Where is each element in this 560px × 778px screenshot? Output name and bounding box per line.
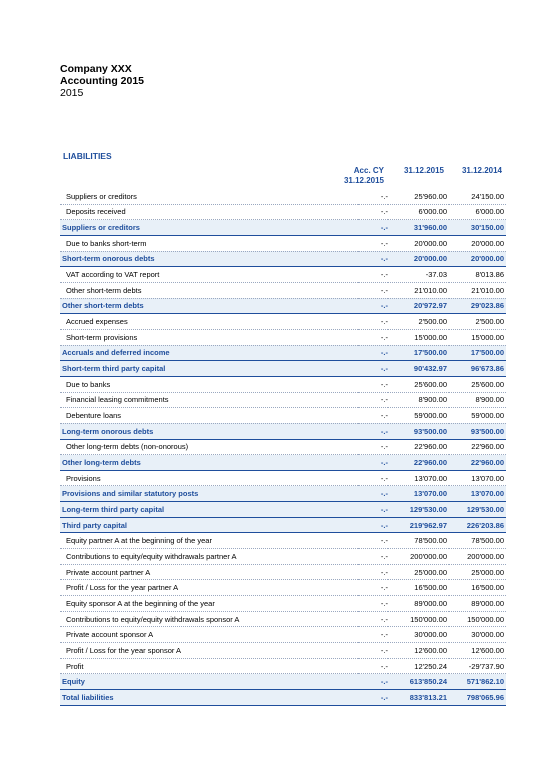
row-value-2015: 59'000.00	[388, 408, 449, 424]
table-row	[60, 329, 506, 345]
section-title: LIABILITIES	[63, 151, 112, 161]
subtotal-row	[60, 502, 506, 518]
row-value-2015: 12'600.00	[388, 643, 449, 659]
row-value-2014: 226'203.86	[449, 517, 506, 533]
company-name: Company XXX	[60, 63, 132, 75]
row-acc-cy: -.-	[358, 329, 388, 345]
row-value-2015: 16'500.00	[388, 580, 449, 596]
row-acc-cy: -.-	[358, 392, 388, 408]
column-header-acc-cy-line1: Acc. CY	[353, 166, 384, 175]
row-value-2015: 93'500.00	[388, 423, 449, 439]
column-header-2015: 31.12.2015	[403, 166, 444, 175]
row-value-2014: 8'900.00	[449, 392, 506, 408]
table-row	[60, 533, 506, 549]
liabilities-table	[60, 189, 506, 706]
table-row	[60, 596, 506, 612]
subtotal-row	[60, 674, 506, 690]
row-acc-cy: -.-	[358, 674, 388, 690]
row-label: Accrued expenses	[60, 314, 358, 330]
row-acc-cy: -.-	[358, 345, 388, 361]
row-value-2014: 93'500.00	[449, 423, 506, 439]
table-row	[60, 267, 506, 283]
row-acc-cy: -.-	[358, 251, 388, 267]
row-label: Due to banks	[60, 376, 358, 392]
row-value-2014: 200'000.00	[449, 549, 506, 565]
row-value-2014: 150'000.00	[449, 611, 506, 627]
row-value-2015: 78'500.00	[388, 533, 449, 549]
row-value-2014: 25'600.00	[449, 376, 506, 392]
row-label: Other short-term debts	[60, 298, 358, 314]
subtotal-row	[60, 251, 506, 267]
row-label: Long-term third party capital	[60, 502, 358, 518]
row-value-2015: 20'000.00	[388, 251, 449, 267]
row-acc-cy: -.-	[358, 189, 388, 204]
row-value-2014: 2'500.00	[449, 314, 506, 330]
subtotal-row	[60, 298, 506, 314]
row-value-2014: 20'000.00	[449, 235, 506, 251]
subtotal-row	[60, 486, 506, 502]
row-acc-cy: -.-	[358, 282, 388, 298]
row-acc-cy: -.-	[358, 220, 388, 236]
row-label: Profit	[60, 658, 358, 674]
table-row	[60, 549, 506, 565]
row-value-2014: 21'010.00	[449, 282, 506, 298]
row-label: Accruals and deferred income	[60, 345, 358, 361]
row-value-2014: 129'530.00	[449, 502, 506, 518]
row-acc-cy: -.-	[358, 517, 388, 533]
row-acc-cy: -.-	[358, 408, 388, 424]
row-acc-cy: -.-	[358, 376, 388, 392]
row-value-2015: 90'432.97	[388, 361, 449, 377]
table-row	[60, 470, 506, 486]
row-value-2015: 2'500.00	[388, 314, 449, 330]
row-value-2015: 31'960.00	[388, 220, 449, 236]
row-value-2015: 20'000.00	[388, 235, 449, 251]
row-label: Profit / Loss for the year sponsor A	[60, 643, 358, 659]
row-value-2014: 24'150.00	[449, 189, 506, 204]
row-value-2015: 17'500.00	[388, 345, 449, 361]
row-value-2015: 12'250.24	[388, 658, 449, 674]
table-row	[60, 314, 506, 330]
row-acc-cy: -.-	[358, 658, 388, 674]
row-label: Total liabilities	[60, 690, 358, 706]
row-value-2015: 219'962.97	[388, 517, 449, 533]
row-value-2014: 96'673.86	[449, 361, 506, 377]
row-acc-cy: -.-	[358, 690, 388, 706]
row-label: Short-term provisions	[60, 329, 358, 345]
row-label: Provisions	[60, 470, 358, 486]
row-label: Short-term onorous debts	[60, 251, 358, 267]
row-acc-cy: -.-	[358, 267, 388, 283]
row-acc-cy: -.-	[358, 596, 388, 612]
row-value-2014: 6'000.00	[449, 204, 506, 220]
column-header-acc-cy-line2: 31.12.2015	[343, 176, 384, 185]
row-acc-cy: -.-	[358, 361, 388, 377]
row-value-2014: 798'065.96	[449, 690, 506, 706]
row-value-2014: -29'737.90	[449, 658, 506, 674]
table-row	[60, 580, 506, 596]
table-row	[60, 611, 506, 627]
row-label: Equity	[60, 674, 358, 690]
row-value-2015: 6'000.00	[388, 204, 449, 220]
row-label: Long-term onorous debts	[60, 423, 358, 439]
subtotal-row	[60, 220, 506, 236]
report-year: 2015	[60, 87, 84, 99]
row-value-2015: 8'900.00	[388, 392, 449, 408]
subtotal-row	[60, 423, 506, 439]
row-value-2015: 200'000.00	[388, 549, 449, 565]
row-value-2015: 21'010.00	[388, 282, 449, 298]
row-value-2014: 8'013.86	[449, 267, 506, 283]
subtotal-row	[60, 345, 506, 361]
row-acc-cy: -.-	[358, 235, 388, 251]
table-row	[60, 235, 506, 251]
row-label: Other long-term debts	[60, 455, 358, 471]
row-acc-cy: -.-	[358, 564, 388, 580]
row-value-2014: 17'500.00	[449, 345, 506, 361]
row-acc-cy: -.-	[358, 314, 388, 330]
row-value-2014: 59'000.00	[449, 408, 506, 424]
table-row	[60, 204, 506, 220]
row-label: Third party capital	[60, 517, 358, 533]
row-value-2014: 30'000.00	[449, 627, 506, 643]
table-row	[60, 189, 506, 204]
row-acc-cy: -.-	[358, 580, 388, 596]
row-acc-cy: -.-	[358, 627, 388, 643]
row-label: Private account partner A	[60, 564, 358, 580]
table-row	[60, 564, 506, 580]
row-label: Deposits received	[60, 204, 358, 220]
row-label: Due to banks short-term	[60, 235, 358, 251]
column-header-acc-cy	[331, 166, 384, 186]
row-value-2014: 571'862.10	[449, 674, 506, 690]
row-value-2015: 150'000.00	[388, 611, 449, 627]
row-acc-cy: -.-	[358, 470, 388, 486]
row-acc-cy: -.-	[358, 455, 388, 471]
subtotal-row	[60, 690, 506, 706]
column-header-2014: 31.12.2014	[461, 166, 502, 175]
table-row	[60, 376, 506, 392]
row-value-2015: 20'972.97	[388, 298, 449, 314]
row-label: Suppliers or creditors	[60, 189, 358, 204]
row-acc-cy: -.-	[358, 423, 388, 439]
row-value-2014: 89'000.00	[449, 596, 506, 612]
row-value-2015: 25'000.00	[388, 564, 449, 580]
table-row	[60, 392, 506, 408]
row-value-2015: 22'960.00	[388, 455, 449, 471]
row-acc-cy: -.-	[358, 502, 388, 518]
row-label: Debenture loans	[60, 408, 358, 424]
row-value-2015: -37.03	[388, 267, 449, 283]
row-value-2015: 25'960.00	[388, 189, 449, 204]
row-acc-cy: -.-	[358, 643, 388, 659]
subtotal-row	[60, 517, 506, 533]
table-row	[60, 658, 506, 674]
table-row	[60, 439, 506, 455]
row-value-2015: 613'850.24	[388, 674, 449, 690]
row-label: Equity partner A at the beginning of the year	[60, 533, 358, 549]
row-label: Other long-term debts (non-onorous)	[60, 439, 358, 455]
row-label: Provisions and similar statutory posts	[60, 486, 358, 502]
row-value-2014: 25'000.00	[449, 564, 506, 580]
row-value-2014: 12'600.00	[449, 643, 506, 659]
row-acc-cy: -.-	[358, 549, 388, 565]
row-label: Equity sponsor A at the beginning of the year	[60, 596, 358, 612]
row-label: Profit / Loss for the year partner A	[60, 580, 358, 596]
row-label: Contributions to equity/equity withdrawals sponsor A	[60, 611, 358, 627]
row-value-2014: 13'070.00	[449, 486, 506, 502]
row-label: Contributions to equity/equity withdrawals partner A	[60, 549, 358, 565]
row-label: Suppliers or creditors	[60, 220, 358, 236]
table-row	[60, 643, 506, 659]
row-value-2015: 25'600.00	[388, 376, 449, 392]
row-value-2015: 30'000.00	[388, 627, 449, 643]
row-label: VAT according to VAT report	[60, 267, 358, 283]
row-value-2015: 89'000.00	[388, 596, 449, 612]
table-row	[60, 408, 506, 424]
row-value-2014: 22'960.00	[449, 455, 506, 471]
row-label: Other short-term debts	[60, 282, 358, 298]
report-header	[60, 63, 144, 99]
liabilities-table-body	[60, 189, 506, 705]
row-value-2015: 22'960.00	[388, 439, 449, 455]
row-acc-cy: -.-	[358, 533, 388, 549]
row-acc-cy: -.-	[358, 439, 388, 455]
row-label: Private account sponsor A	[60, 627, 358, 643]
row-value-2014: 16'500.00	[449, 580, 506, 596]
row-value-2015: 15'000.00	[388, 329, 449, 345]
row-value-2014: 20'000.00	[449, 251, 506, 267]
subtotal-row	[60, 361, 506, 377]
row-value-2015: 13'070.00	[388, 486, 449, 502]
row-label: Financial leasing commitments	[60, 392, 358, 408]
row-acc-cy: -.-	[358, 204, 388, 220]
row-acc-cy: -.-	[358, 298, 388, 314]
row-value-2014: 78'500.00	[449, 533, 506, 549]
row-acc-cy: -.-	[358, 611, 388, 627]
row-acc-cy: -.-	[358, 486, 388, 502]
table-row	[60, 627, 506, 643]
row-value-2014: 29'023.86	[449, 298, 506, 314]
row-value-2014: 30'150.00	[449, 220, 506, 236]
subtotal-row	[60, 455, 506, 471]
row-value-2014: 15'000.00	[449, 329, 506, 345]
row-label: Short-term third party capital	[60, 361, 358, 377]
row-value-2014: 13'070.00	[449, 470, 506, 486]
row-value-2014: 22'960.00	[449, 439, 506, 455]
table-row	[60, 282, 506, 298]
row-value-2015: 13'070.00	[388, 470, 449, 486]
report-title: Accounting 2015	[60, 75, 145, 87]
row-value-2015: 833'813.21	[388, 690, 449, 706]
row-value-2015: 129'530.00	[388, 502, 449, 518]
